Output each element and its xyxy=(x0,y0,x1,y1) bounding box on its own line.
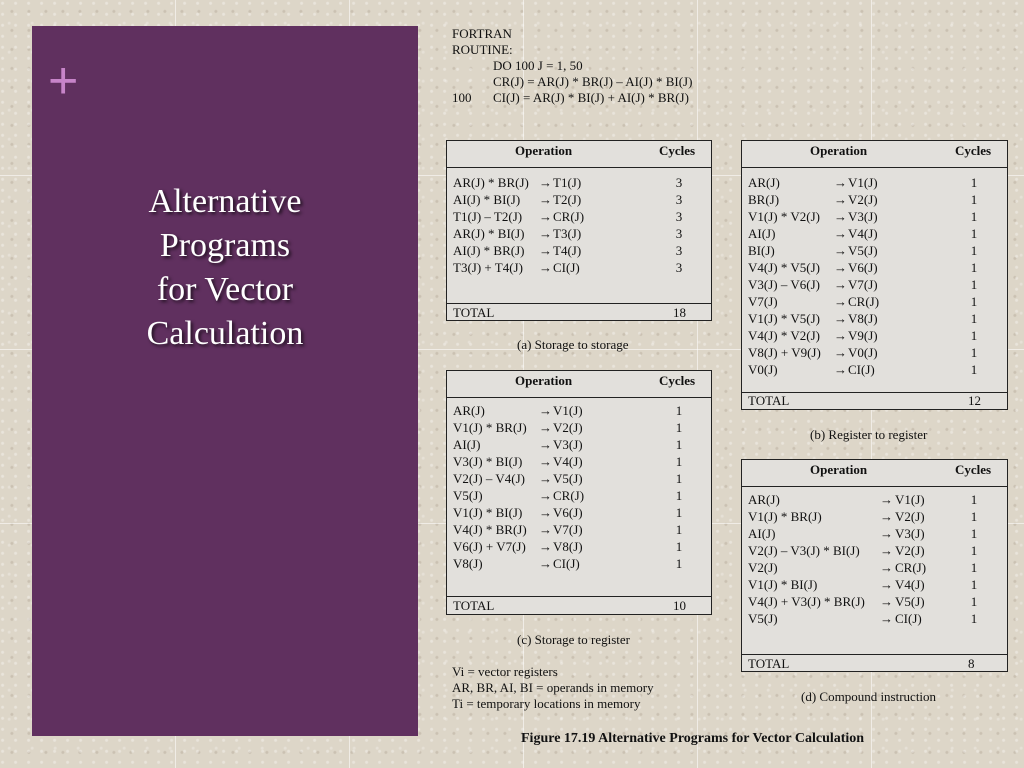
operation-destination: V6(J) xyxy=(848,260,878,275)
arrow-icon: → xyxy=(539,505,552,520)
table-row xyxy=(742,243,1007,259)
table-row xyxy=(742,175,1007,191)
cycle-count: 1 xyxy=(970,492,978,507)
arrow-icon: → xyxy=(539,209,552,224)
arrow-icon: → xyxy=(539,437,552,452)
cycle-count: 1 xyxy=(970,243,978,258)
operation-source: AR(J) * BI(J) xyxy=(453,226,525,241)
table-row xyxy=(447,454,711,470)
arrow-icon: → xyxy=(834,362,847,377)
operation-source: AI(J) xyxy=(748,226,776,241)
fortran-line-code: CI(J) = AR(J) * BI(J) + AI(J) * BR(J) xyxy=(493,90,689,105)
operation-destination: V7(J) xyxy=(848,277,878,292)
table-row xyxy=(447,192,711,208)
cycle-count: 1 xyxy=(675,505,683,520)
operation-source: V1(J) * BI(J) xyxy=(453,505,523,520)
table-row xyxy=(447,243,711,259)
header-rule xyxy=(447,397,711,398)
operation-destination: T4(J) xyxy=(553,243,582,258)
slide-title-line: Programs xyxy=(159,227,291,264)
caption-d: (d) Compound instruction xyxy=(801,689,937,704)
cycle-count: 1 xyxy=(970,509,978,524)
cycle-count: 1 xyxy=(970,345,978,360)
operation-source: V7(J) xyxy=(748,294,778,309)
arrow-icon: → xyxy=(834,345,847,360)
total-value: 10 xyxy=(673,598,686,613)
arrow-icon: → xyxy=(834,226,847,241)
table-row xyxy=(742,192,1007,208)
legend-item: AR, BR, AI, BI = operands in memory xyxy=(452,680,654,695)
cycle-count: 1 xyxy=(970,226,978,241)
operation-source: V1(J) * BR(J) xyxy=(748,509,822,524)
arrow-icon: → xyxy=(539,488,552,503)
operation-source: T3(J) + T4(J) xyxy=(453,260,523,275)
total-value: 18 xyxy=(673,305,686,320)
table-storage-to-register xyxy=(446,370,712,615)
cycle-count: 3 xyxy=(675,226,683,241)
cycle-count: 1 xyxy=(970,594,978,609)
fortran-line-code: CR(J) = AR(J) * BR(J) – AI(J) * BI(J) xyxy=(493,74,693,89)
header-cycles: Cycles xyxy=(659,143,696,158)
header-rule xyxy=(447,167,711,168)
slide-title-line: Calculation xyxy=(146,315,304,352)
operation-destination: V1(J) xyxy=(895,492,925,507)
arrow-icon: → xyxy=(539,556,552,571)
arrow-icon: → xyxy=(539,175,552,190)
operation-source: V1(J) * V2(J) xyxy=(748,209,820,224)
arrow-icon: → xyxy=(539,471,552,486)
total-label: TOTAL xyxy=(748,393,790,408)
operation-destination: V2(J) xyxy=(895,543,925,558)
table-row xyxy=(447,437,711,453)
cycle-count: 1 xyxy=(970,611,978,626)
operation-destination: T2(J) xyxy=(553,192,582,207)
arrow-icon: → xyxy=(834,175,847,190)
total-rule xyxy=(742,654,1007,655)
cycle-count: 1 xyxy=(970,577,978,592)
fortran-line-label: 100 xyxy=(452,90,472,105)
cycle-count: 1 xyxy=(970,311,978,326)
arrow-icon: → xyxy=(880,509,893,524)
arrow-icon: → xyxy=(539,260,552,275)
operation-destination: V7(J) xyxy=(553,522,583,537)
header-rule xyxy=(742,486,1007,487)
slide-title-line: for Vector xyxy=(156,271,294,308)
arrow-icon: → xyxy=(539,454,552,469)
operation-source: AR(J) xyxy=(748,492,780,507)
operation-destination: V3(J) xyxy=(848,209,878,224)
cycle-count: 1 xyxy=(675,471,683,486)
operation-destination: V2(J) xyxy=(895,509,925,524)
arrow-icon: → xyxy=(539,403,552,418)
arrow-icon: → xyxy=(834,294,847,309)
arrow-icon: → xyxy=(880,526,893,541)
table-row xyxy=(742,577,1007,593)
operation-source: V0(J) xyxy=(748,362,778,377)
table-row xyxy=(447,539,711,555)
table-compound-instruction xyxy=(741,459,1008,672)
table-row xyxy=(447,403,711,419)
operation-source: V3(J) – V6(J) xyxy=(748,277,820,292)
table-row xyxy=(447,488,711,504)
table-row xyxy=(447,420,711,436)
arrow-icon: → xyxy=(834,311,847,326)
operation-destination: V5(J) xyxy=(553,471,583,486)
operation-destination: CR(J) xyxy=(553,488,585,503)
table-row xyxy=(742,260,1007,276)
cycle-count: 1 xyxy=(970,526,978,541)
operation-destination: V2(J) xyxy=(553,420,583,435)
operation-source: AR(J) xyxy=(453,403,485,418)
table-row xyxy=(742,311,1007,327)
operation-destination: V4(J) xyxy=(553,454,583,469)
legend xyxy=(452,664,654,712)
cycle-count: 1 xyxy=(675,437,683,452)
operation-source: V4(J) * BR(J) xyxy=(453,522,527,537)
table-row xyxy=(742,277,1007,293)
operation-destination: V3(J) xyxy=(895,526,925,541)
cycle-count: 1 xyxy=(675,556,683,571)
table-row xyxy=(447,209,711,225)
arrow-icon: → xyxy=(834,328,847,343)
cycle-count: 3 xyxy=(675,243,683,258)
operation-source: V5(J) xyxy=(453,488,483,503)
table-row xyxy=(742,526,1007,542)
operation-destination: V9(J) xyxy=(848,328,878,343)
arrow-icon: → xyxy=(539,522,552,537)
arrow-icon: → xyxy=(539,226,552,241)
caption-c: (c) Storage to register xyxy=(517,632,630,647)
arrow-icon: → xyxy=(880,594,893,609)
arrow-icon: → xyxy=(539,539,552,554)
caption-a: (a) Storage to storage xyxy=(517,337,629,352)
arrow-icon: → xyxy=(834,192,847,207)
cycle-count: 1 xyxy=(675,420,683,435)
cycle-count: 3 xyxy=(675,260,683,275)
arrow-icon: → xyxy=(880,577,893,592)
table-row xyxy=(742,328,1007,344)
operation-destination: T3(J) xyxy=(553,226,582,241)
arrow-icon: → xyxy=(880,543,893,558)
header-operation: Operation xyxy=(515,373,573,388)
table-row xyxy=(742,362,1007,378)
header-operation: Operation xyxy=(810,462,868,477)
operation-source: BI(J) xyxy=(748,243,775,258)
operation-source: V2(J) – V3(J) * BI(J) xyxy=(748,543,860,558)
operation-destination: V4(J) xyxy=(895,577,925,592)
operation-source: V1(J) * BR(J) xyxy=(453,420,527,435)
arrow-icon: → xyxy=(834,209,847,224)
operation-source: AI(J) * BI(J) xyxy=(453,192,521,207)
cycle-count: 1 xyxy=(675,522,683,537)
cycle-count: 1 xyxy=(970,560,978,575)
operation-source: V4(J) * V2(J) xyxy=(748,328,820,343)
table-row xyxy=(447,522,711,538)
total-label: TOTAL xyxy=(453,598,495,613)
legend-item: Ti = temporary locations in memory xyxy=(452,696,641,711)
operation-destination: CI(J) xyxy=(848,362,875,377)
operation-destination: V4(J) xyxy=(848,226,878,241)
table-row xyxy=(742,294,1007,310)
total-rule xyxy=(447,596,711,597)
table-row xyxy=(447,505,711,521)
operation-destination: V5(J) xyxy=(895,594,925,609)
caption-b: (b) Register to register xyxy=(810,427,928,442)
operation-destination: CI(J) xyxy=(553,260,580,275)
slide-title-line: Alternative xyxy=(148,183,302,220)
cycle-count: 1 xyxy=(970,294,978,309)
operation-source: V2(J) – V4(J) xyxy=(453,471,525,486)
cycle-count: 1 xyxy=(970,362,978,377)
cycle-count: 1 xyxy=(675,454,683,469)
operation-destination: V8(J) xyxy=(553,539,583,554)
total-value: 12 xyxy=(968,393,981,408)
fortran-line-code: DO 100 J = 1, 50 xyxy=(493,58,583,73)
table-row xyxy=(742,611,1007,627)
arrow-icon: → xyxy=(834,260,847,275)
fortran-heading: FORTRAN ROUTINE: xyxy=(452,26,513,57)
cycle-count: 3 xyxy=(675,192,683,207)
cycle-count: 1 xyxy=(675,403,683,418)
operation-destination: V2(J) xyxy=(848,192,878,207)
cycle-count: 1 xyxy=(970,175,978,190)
operation-destination: CR(J) xyxy=(895,560,927,575)
arrow-icon: → xyxy=(834,277,847,292)
arrow-icon: → xyxy=(539,192,552,207)
operation-source: AR(J) xyxy=(748,175,780,190)
arrow-icon: → xyxy=(880,492,893,507)
arrow-icon: → xyxy=(834,243,847,258)
header-operation: Operation xyxy=(810,143,868,158)
arrow-icon: → xyxy=(880,560,893,575)
table-row xyxy=(742,226,1007,242)
plus-icon: + xyxy=(48,52,79,110)
header-rule xyxy=(742,167,1007,168)
table-row xyxy=(447,471,711,487)
operation-source: V8(J) + V9(J) xyxy=(748,345,821,360)
table-row xyxy=(447,556,711,572)
cycle-count: 3 xyxy=(675,209,683,224)
arrow-icon: → xyxy=(539,420,552,435)
table-row xyxy=(742,492,1007,508)
operation-destination: V1(J) xyxy=(848,175,878,190)
operation-source: AI(J) xyxy=(748,526,776,541)
cycle-count: 1 xyxy=(970,209,978,224)
operation-source: V2(J) xyxy=(748,560,778,575)
header-cycles: Cycles xyxy=(659,373,696,388)
operation-source: V4(J) + V3(J) * BR(J) xyxy=(748,594,865,609)
operation-source: V8(J) xyxy=(453,556,483,571)
operation-source: T1(J) – T2(J) xyxy=(453,209,523,224)
total-label: TOTAL xyxy=(748,656,790,671)
header-operation: Operation xyxy=(515,143,573,158)
operation-source: BR(J) xyxy=(748,192,780,207)
cycle-count: 1 xyxy=(970,277,978,292)
operation-destination: CR(J) xyxy=(848,294,880,309)
header-cycles: Cycles xyxy=(955,462,992,477)
table-row xyxy=(742,594,1007,610)
operation-destination: V8(J) xyxy=(848,311,878,326)
total-rule xyxy=(447,303,711,304)
operation-destination: CI(J) xyxy=(895,611,922,626)
legend-item: Vi = vector registers xyxy=(452,664,558,679)
operation-destination: V0(J) xyxy=(848,345,878,360)
table-row xyxy=(447,226,711,242)
table-row xyxy=(742,543,1007,559)
operation-source: V4(J) * V5(J) xyxy=(748,260,820,275)
cycle-count: 1 xyxy=(970,260,978,275)
table-row xyxy=(742,560,1007,576)
operation-source: V3(J) * BI(J) xyxy=(453,454,523,469)
operation-destination: V3(J) xyxy=(553,437,583,452)
table-row xyxy=(742,209,1007,225)
operation-source: V1(J) * V5(J) xyxy=(748,311,820,326)
cycle-count: 1 xyxy=(970,328,978,343)
cycle-count: 1 xyxy=(970,192,978,207)
operation-source: AI(J) * BR(J) xyxy=(453,243,525,258)
cycle-count: 3 xyxy=(675,175,683,190)
arrow-icon: → xyxy=(539,243,552,258)
operation-destination: CR(J) xyxy=(553,209,585,224)
table-register-to-register xyxy=(741,140,1008,410)
table-row xyxy=(742,509,1007,525)
table-row xyxy=(742,345,1007,361)
cycle-count: 1 xyxy=(970,543,978,558)
header-cycles: Cycles xyxy=(955,143,992,158)
total-value: 8 xyxy=(968,656,975,671)
total-label: TOTAL xyxy=(453,305,495,320)
operation-source: V6(J) + V7(J) xyxy=(453,539,526,554)
cycle-count: 1 xyxy=(675,488,683,503)
arrow-icon: → xyxy=(880,611,893,626)
operation-source: V5(J) xyxy=(748,611,778,626)
operation-source: V1(J) * BI(J) xyxy=(748,577,818,592)
cycle-count: 1 xyxy=(675,539,683,554)
operation-source: AR(J) * BR(J) xyxy=(453,175,529,190)
operation-destination: CI(J) xyxy=(553,556,580,571)
table-row xyxy=(447,260,711,276)
figure-caption: Figure 17.19 Alternative Programs for Vector Calculation xyxy=(521,731,865,746)
operation-destination: V1(J) xyxy=(553,403,583,418)
table-row xyxy=(447,175,711,191)
operation-destination: T1(J) xyxy=(553,175,582,190)
table-storage-to-storage xyxy=(446,140,712,321)
operation-source: AI(J) xyxy=(453,437,481,452)
operation-destination: V5(J) xyxy=(848,243,878,258)
operation-destination: V6(J) xyxy=(553,505,583,520)
